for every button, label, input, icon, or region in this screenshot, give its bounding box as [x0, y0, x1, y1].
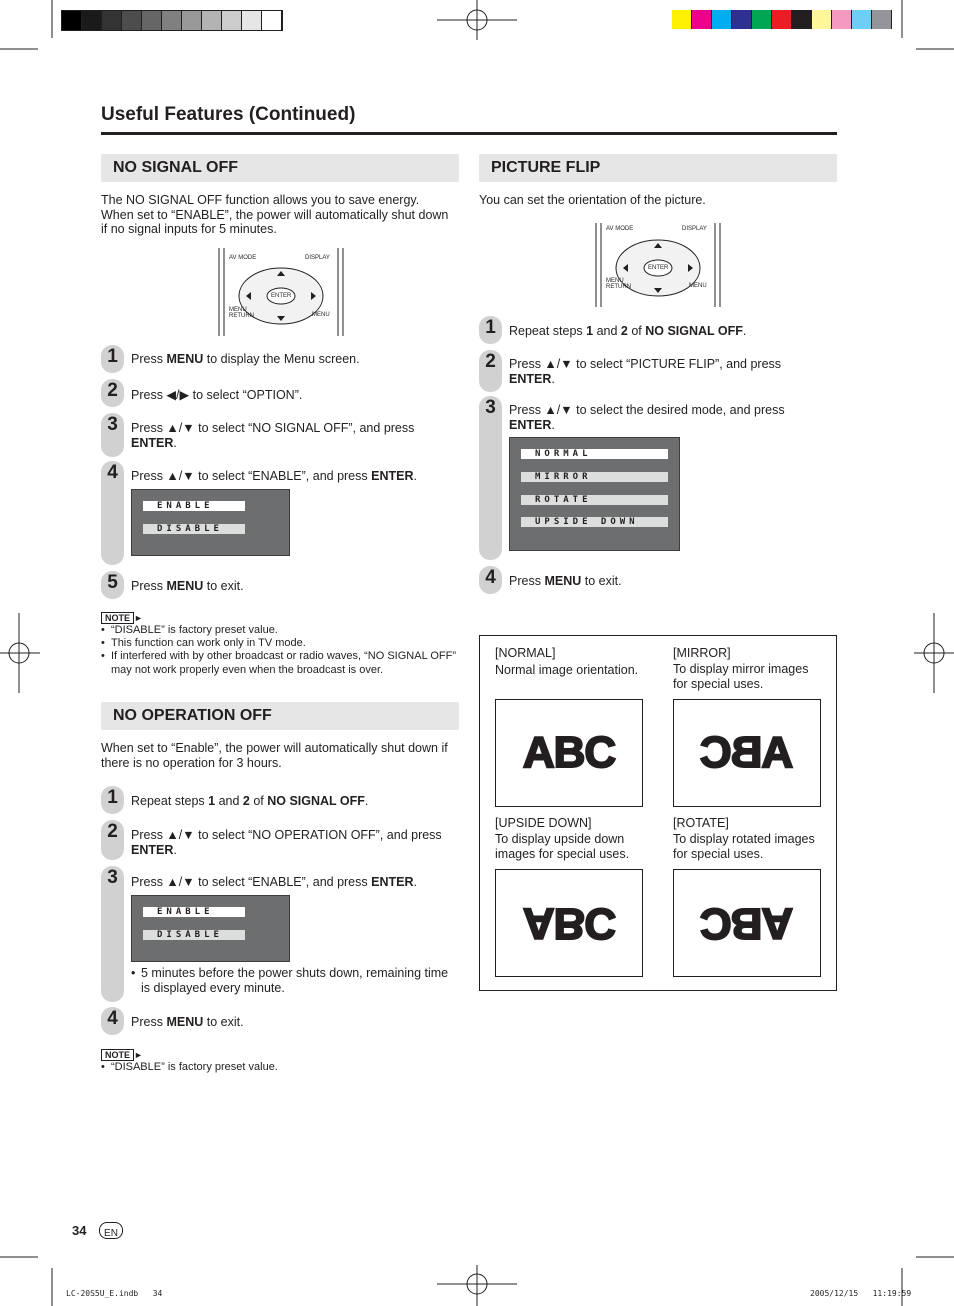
remote-drawing — [217, 248, 345, 336]
step-5-text — [131, 579, 451, 594]
enable-disable-menu — [131, 895, 290, 962]
note-text: This function can work only in TV mode. — [110, 637, 306, 649]
step-text-part: of — [249, 794, 268, 808]
note-text: If interfered with by other broadcast or radio waves, “NO SIGNAL OFF” may not work properly even when the broadcast is over. — [111, 650, 456, 676]
rotate-sample-text: ABC — [700, 899, 794, 948]
step-number: 3 — [107, 414, 118, 435]
title-rule — [101, 132, 837, 135]
step-text-bold: NO SIGNAL OFF — [645, 324, 743, 338]
note-arrow-icon: ► — [134, 613, 143, 623]
mode-normal-desc: Normal image orientation. — [495, 663, 639, 677]
remote-control-illustration — [217, 248, 345, 336]
step-number: 3 — [485, 397, 496, 418]
step-1-text — [509, 324, 829, 339]
step-2-text — [509, 357, 829, 386]
step-text-bold: ENTER — [509, 371, 552, 386]
step-4-text — [131, 469, 451, 484]
step-text-part: . — [742, 324, 747, 338]
section-title: NO SIGNAL OFF — [113, 159, 239, 176]
menu-return-label: MENU RETURN — [606, 278, 631, 290]
step-text-part: and — [593, 324, 621, 338]
mirror-sample-frame — [673, 699, 821, 807]
step-number: 3 — [107, 867, 118, 888]
step-text-part: . — [413, 469, 417, 483]
av-mode-label: AV MODE — [606, 226, 634, 232]
step-text-bold: NO SIGNAL OFF — [267, 794, 365, 808]
enter-label: ENTER — [648, 265, 669, 271]
step-text-part: to exit. — [581, 574, 622, 588]
note-text: “DISABLE” is factory preset value. — [110, 624, 278, 636]
step-2-bar — [101, 379, 124, 407]
menu-label: MENU — [689, 283, 707, 289]
step-text-part: Press ▲/▼ to select “NO SIGNAL OFF”, and press — [131, 421, 415, 435]
step-number: 2 — [107, 380, 118, 401]
step-4-bar — [101, 461, 124, 565]
menu-item-enable[interactable]: ENABLE — [143, 501, 245, 511]
menu-item-upside-down[interactable]: UPSIDE DOWN — [521, 517, 668, 527]
step-text-part: Press ▲/▼ to select “ENABLE”, and press — [131, 875, 372, 889]
step-text-bold: 1 — [208, 794, 216, 808]
step-1-text — [131, 794, 451, 809]
upside-down-sample-frame — [495, 869, 643, 977]
no-signal-off-intro: The NO SIGNAL OFF function allows you to save energy. When set to “ENABLE”, the power will automatically shut down if no signal inputs for 5 minutes. — [101, 193, 449, 236]
rotate-sample-frame — [673, 869, 821, 977]
av-mode-label: AV MODE — [229, 255, 257, 261]
step-text-part: Press — [131, 579, 167, 593]
note-text: “DISABLE” is factory preset value. — [110, 1061, 278, 1073]
step-text-part: Repeat steps — [509, 324, 587, 338]
step-text-part: . — [364, 794, 369, 808]
step-text-bold: MENU — [544, 574, 582, 588]
step-text-part: Press — [131, 352, 167, 366]
picture-flip-intro: You can set the orientation of the picture. — [479, 193, 706, 207]
step-text-part: . — [413, 875, 417, 889]
bullet-text: 5 minutes before the power shuts down, remaining time is displayed every minute. — [141, 966, 449, 995]
no-operation-off-intro: When set to “Enable”, the power will automatically shut down if there is no operation for 3 hours. — [101, 741, 448, 770]
step-number: 1 — [485, 317, 496, 338]
step-3-bar — [479, 396, 502, 560]
enable-disable-menu — [131, 489, 290, 556]
note-item: • This function can work only in TV mode. — [101, 637, 306, 649]
display-label: DISPLAY — [305, 255, 330, 261]
step-text-bold: 2 — [620, 324, 628, 338]
step-text-bold: MENU — [166, 352, 204, 366]
mode-normal-title: [NORMAL] — [495, 646, 556, 660]
normal-sample-frame — [495, 699, 643, 807]
note-item: • If interfered with by other broadcast or radio waves, “NO SIGNAL OFF” may not work properly even when the broadcast is over. — [101, 650, 459, 677]
menu-label: MENU — [312, 312, 330, 318]
mode-mirror-title: [MIRROR] — [673, 646, 731, 660]
mode-upside-down-title: [UPSIDE DOWN] — [495, 816, 592, 830]
step-3-text — [509, 403, 829, 432]
step-text-part: Press ▲/▼ to select the desired mode, and press — [509, 403, 785, 417]
language-badge — [99, 1222, 123, 1239]
step-1-bar — [479, 316, 502, 344]
step-text-part: Repeat steps — [131, 794, 209, 808]
note-label: NOTE — [101, 1049, 134, 1061]
section-title: NO OPERATION OFF — [113, 707, 272, 724]
picture-flip-heading — [479, 154, 837, 182]
step-number: 1 — [107, 787, 118, 808]
step-number: 1 — [107, 346, 118, 367]
step-text-part: to exit. — [203, 1015, 244, 1029]
menu-item-disable[interactable]: DISABLE — [143, 524, 245, 534]
step-4-bar — [101, 1007, 124, 1035]
step-number: 2 — [107, 821, 118, 842]
step-text-part: . — [173, 842, 177, 857]
mode-rotate-desc: To display rotated images for special uses. — [673, 832, 815, 861]
menu-item-enable[interactable]: ENABLE — [143, 907, 245, 917]
step-text-bold: ENTER — [371, 469, 414, 483]
section-title: PICTURE FLIP — [491, 159, 601, 176]
no-signal-off-heading — [101, 154, 459, 182]
step-text-part: to display the Menu screen. — [203, 352, 360, 366]
step-text-part: Press — [131, 1015, 167, 1029]
step-text-part: . — [551, 371, 555, 386]
step-text-bold: MENU — [166, 1015, 204, 1029]
step-text-bold: ENTER — [131, 842, 174, 857]
step-3-text — [131, 421, 451, 450]
page-title: Useful Features (Continued) — [101, 104, 356, 125]
step-2-bar — [101, 820, 124, 860]
step-number: 5 — [107, 572, 118, 593]
enter-label: ENTER — [271, 293, 292, 299]
page-number: 34 — [72, 1223, 87, 1238]
step-text-part: . — [173, 435, 177, 450]
step-4-text — [131, 1015, 451, 1030]
step-text-part: Press ▲/▼ to select “NO OPERATION OFF”, and press — [131, 828, 442, 842]
menu-item-mirror[interactable]: MIRROR — [521, 472, 668, 482]
step-number: 4 — [485, 567, 496, 588]
step-text-part: and — [215, 794, 243, 808]
step-text-part: Press ▲/▼ to select “PICTURE FLIP”, and press — [509, 357, 782, 371]
orientation-examples-box — [479, 635, 837, 991]
mirror-sample-text: ABC — [700, 728, 794, 777]
mode-mirror-desc: To display mirror images for special uses. — [673, 662, 809, 691]
mode-upside-down-desc: To display upside down images for special uses. — [495, 832, 630, 861]
step-4-text — [509, 574, 829, 589]
step-text-bold: 1 — [586, 324, 594, 338]
step-1-bar — [101, 345, 124, 373]
remote-control-illustration — [594, 223, 722, 307]
menu-item-disable[interactable]: DISABLE — [143, 930, 245, 940]
menu-item-normal[interactable]: NORMAL — [521, 449, 668, 459]
note-item: • “DISABLE” is factory preset value. — [101, 1061, 278, 1073]
picture-flip-menu — [509, 437, 680, 551]
print-timestamp: 2005/12/15 11:19:59 — [810, 1289, 912, 1298]
step-1-bar — [101, 786, 124, 814]
display-label: DISPLAY — [682, 226, 707, 232]
step-2-bar — [479, 350, 502, 392]
step-text-bold: ENTER — [509, 417, 552, 432]
step-number: 4 — [107, 1008, 118, 1029]
no-operation-off-heading — [101, 702, 459, 730]
step-number: 2 — [485, 351, 496, 372]
step-text-bold: MENU — [166, 579, 204, 593]
print-file-info: LC-20S5U_E.indb 34 — [66, 1289, 163, 1298]
mode-rotate-title: [ROTATE] — [673, 816, 729, 830]
step-5-bar — [101, 571, 124, 599]
step-text-part: Press — [509, 574, 545, 588]
step-text-bold: ENTER — [131, 435, 174, 450]
step-text-bold: 2 — [242, 794, 250, 808]
step-3-bar — [101, 413, 124, 457]
language-code: EN — [104, 1228, 118, 1239]
step-text-part: . — [551, 417, 555, 432]
step-3-bar — [101, 866, 124, 1002]
step-3-text — [131, 875, 451, 890]
note-item: • “DISABLE” is factory preset value. — [101, 624, 278, 636]
menu-item-rotate[interactable]: ROTATE — [521, 495, 668, 505]
step-text-bold: ENTER — [371, 875, 414, 889]
step-text-part: of — [627, 324, 646, 338]
step-2-text: Press ◀/▶ to select “OPTION”. — [131, 388, 303, 402]
step-bullet: • 5 minutes before the power shuts down, remaining time is displayed every minute. — [131, 966, 451, 996]
step-text-part: Press ▲/▼ to select “ENABLE”, and press — [131, 469, 372, 483]
step-text-part: to exit. — [203, 579, 244, 593]
upside-down-sample-text: ABC — [522, 899, 616, 948]
step-4-bar — [479, 566, 502, 594]
step-number: 4 — [107, 462, 118, 483]
note-label: NOTE — [101, 612, 134, 624]
menu-return-label: MENU RETURN — [229, 307, 254, 319]
normal-sample-text: ABC — [522, 728, 616, 777]
step-1-text — [131, 352, 451, 367]
note-arrow-icon: ► — [134, 1050, 143, 1060]
step-2-text — [131, 828, 451, 857]
